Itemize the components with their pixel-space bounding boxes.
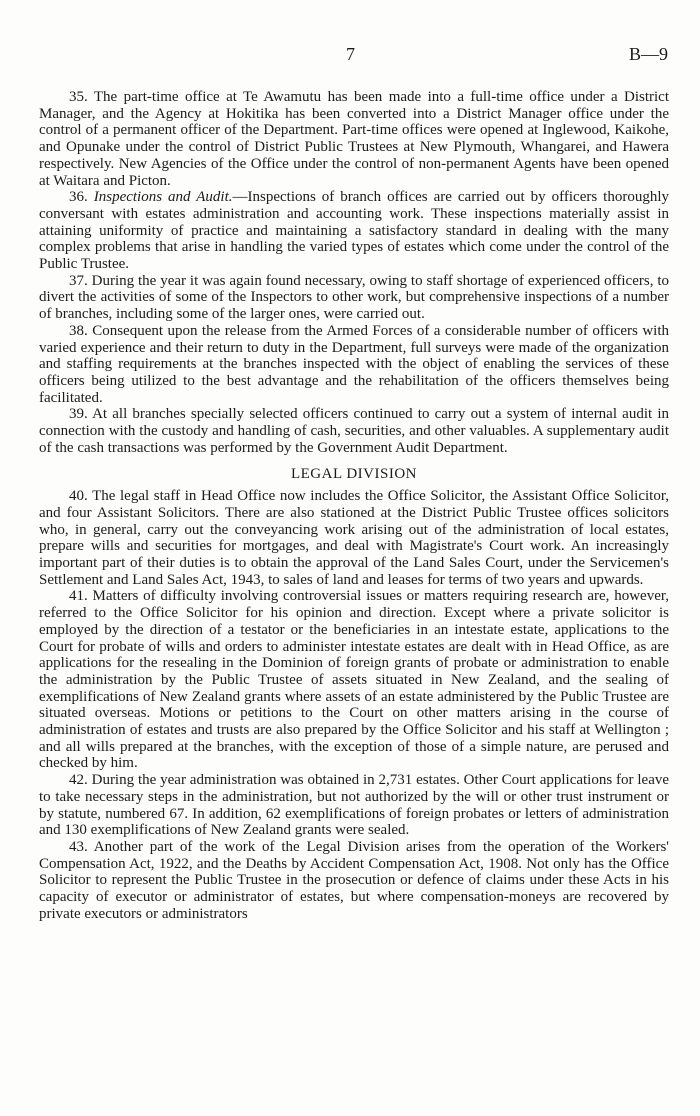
paragraph-number: 42. xyxy=(69,772,88,789)
paragraph-text: —Inspections of branch offices are carried out by officers thoroughly conversant with estates administration and accounting work. These inspections materially assist in attaining uniformity of practice and maintaining a satisfactory standard in dealing with the many complex problems that arise in handling the varied types of estates which come under the control of the Public Trustee. xyxy=(39,189,669,273)
paragraph-text: Another part of the work of the Legal Division arises from the operation of the Workers' Compensation Act, 1922, and the Deaths by Accident Compensation Act, 1908. Not only has the Office Solicitor to represent the Public Trustee in the prosecution or defence of claims under these Acts in his capacity of executor or administrator of estates, but where compensation-moneys are recovered by private executors or administrators xyxy=(39,838,669,922)
document-body xyxy=(39,89,669,922)
paragraph-text: The legal staff in Head Office now includes the Office Solicitor, the Assistant Office Solicitor, and four Assistant Solicitors. There are also stationed at the District Public Trustee offices solicitors who, in general, carry out the conveyancing work arising out of the administration of local estates, prepare wills and securities for mortgages, and deal with Magistrate's Court work. An increasingly important part of their duties is to obtain the approval of the Land Sales Court, under the Servicemen's Settlement and Land Sales Act, 1943, to sales of land and leases for terms of two years and upwards. xyxy=(39,488,669,588)
paragraph-number: 43. xyxy=(69,838,88,855)
paragraph-number: 35. xyxy=(69,89,88,105)
paragraph-text: Consequent upon the release from the Armed Forces of a considerable number of officers with varied experience and their return to duty in the Department, full surveys were made of the organization and staffing requirements at the branches inspected with the object of enabling the services of these officers being utilized to the best advantage and the rehabilitation of the officers themselves being facilitated. xyxy=(39,322,669,406)
paragraph-37 xyxy=(39,273,669,323)
paragraph-number: 38. xyxy=(69,322,88,339)
paragraph-40 xyxy=(39,488,669,588)
paragraph-text: Matters of difficulty involving controversial issues or matters requiring research are, however, referred to the Office Solicitor for his opinion and direction. Except where a private solicitor is employed by the direction of a testator or the beneficiaries in an intestate estate, applications to the Court for probate of wills and orders to administer intestate estates are dealt with in Head Office, as are applications for the resealing in the Dominion of foreign grants of probate or administration to enable the administration by the Public Trustee of assets situated in New Zealand, and the sealing of exemplifications of New Zealand grants where assets of an estate administered by the Public Trustee are situated overseas. Motions or petitions to the Court on other matters arising in the course of administration of estates and trusts are also prepared by the Office Solicitor and his staff at Wellington ; and all wills prepared at the branches, with the exception of those of a simple nature, are perused and checked by him. xyxy=(39,588,669,772)
paragraph-text: During the year it was again found necessary, owing to staff shortage of experienced officers, to divert the activities of some of the Inspectors to other work, but comprehensive inspections of a number of branches, including some of the larger ones, were carried out. xyxy=(39,272,669,323)
paragraph-number: 41. xyxy=(69,588,88,605)
document-reference: B—9 xyxy=(628,44,668,64)
paragraph-number: 40. xyxy=(69,488,88,505)
paragraph-41 xyxy=(39,588,669,772)
page-number: 7 xyxy=(346,44,355,64)
paragraph-text: At all branches specially selected officers continued to carry out a system of internal audit in connection with the custody and handling of cash, securities, and other valuables. A supplementary audit of the cash transactions was performed by the Government Audit Department. xyxy=(39,406,669,456)
paragraph-42 xyxy=(39,772,669,839)
paragraph-36 xyxy=(39,189,669,273)
paragraph-35 xyxy=(39,89,669,189)
page-header xyxy=(0,44,700,66)
paragraph-number: 37. xyxy=(69,272,88,289)
paragraph-subheading: Inspections and Audit. xyxy=(93,189,233,206)
paragraph-38 xyxy=(39,323,669,407)
section-heading: LEGAL DIVISION xyxy=(290,466,417,483)
paragraph-39 xyxy=(39,406,669,456)
paragraph-43 xyxy=(39,839,669,923)
paragraph-number: 36. xyxy=(69,189,88,206)
paragraph-text: The part-time office at Te Awamutu has been made into a full-time office under a District Manager, and the Agency at Hokitika has been converted into a District Manager office under the control of a permanent officer of the Department. Part-time offices were opened at Inglewood, Kaikohe, and Opunake under the control of District Public Trustees at New Plymouth, Whangarei, and Hawera respectively. New Agencies of the Office under the control of non-permanent Agents have been opened at Waitara and Picton. xyxy=(39,89,669,189)
paragraph-number: 39. xyxy=(69,406,88,423)
paragraph-text: During the year administration was obtained in 2,731 estates. Other Court applications for leave to take necessary steps in the administration, but not authorized by the will or other trust instrument or by statute, numbered 67. In addition, 62 exemplifications of foreign probates or letters of administration and 130 exemplifications of New Zealand grants were sealed. xyxy=(39,772,670,839)
